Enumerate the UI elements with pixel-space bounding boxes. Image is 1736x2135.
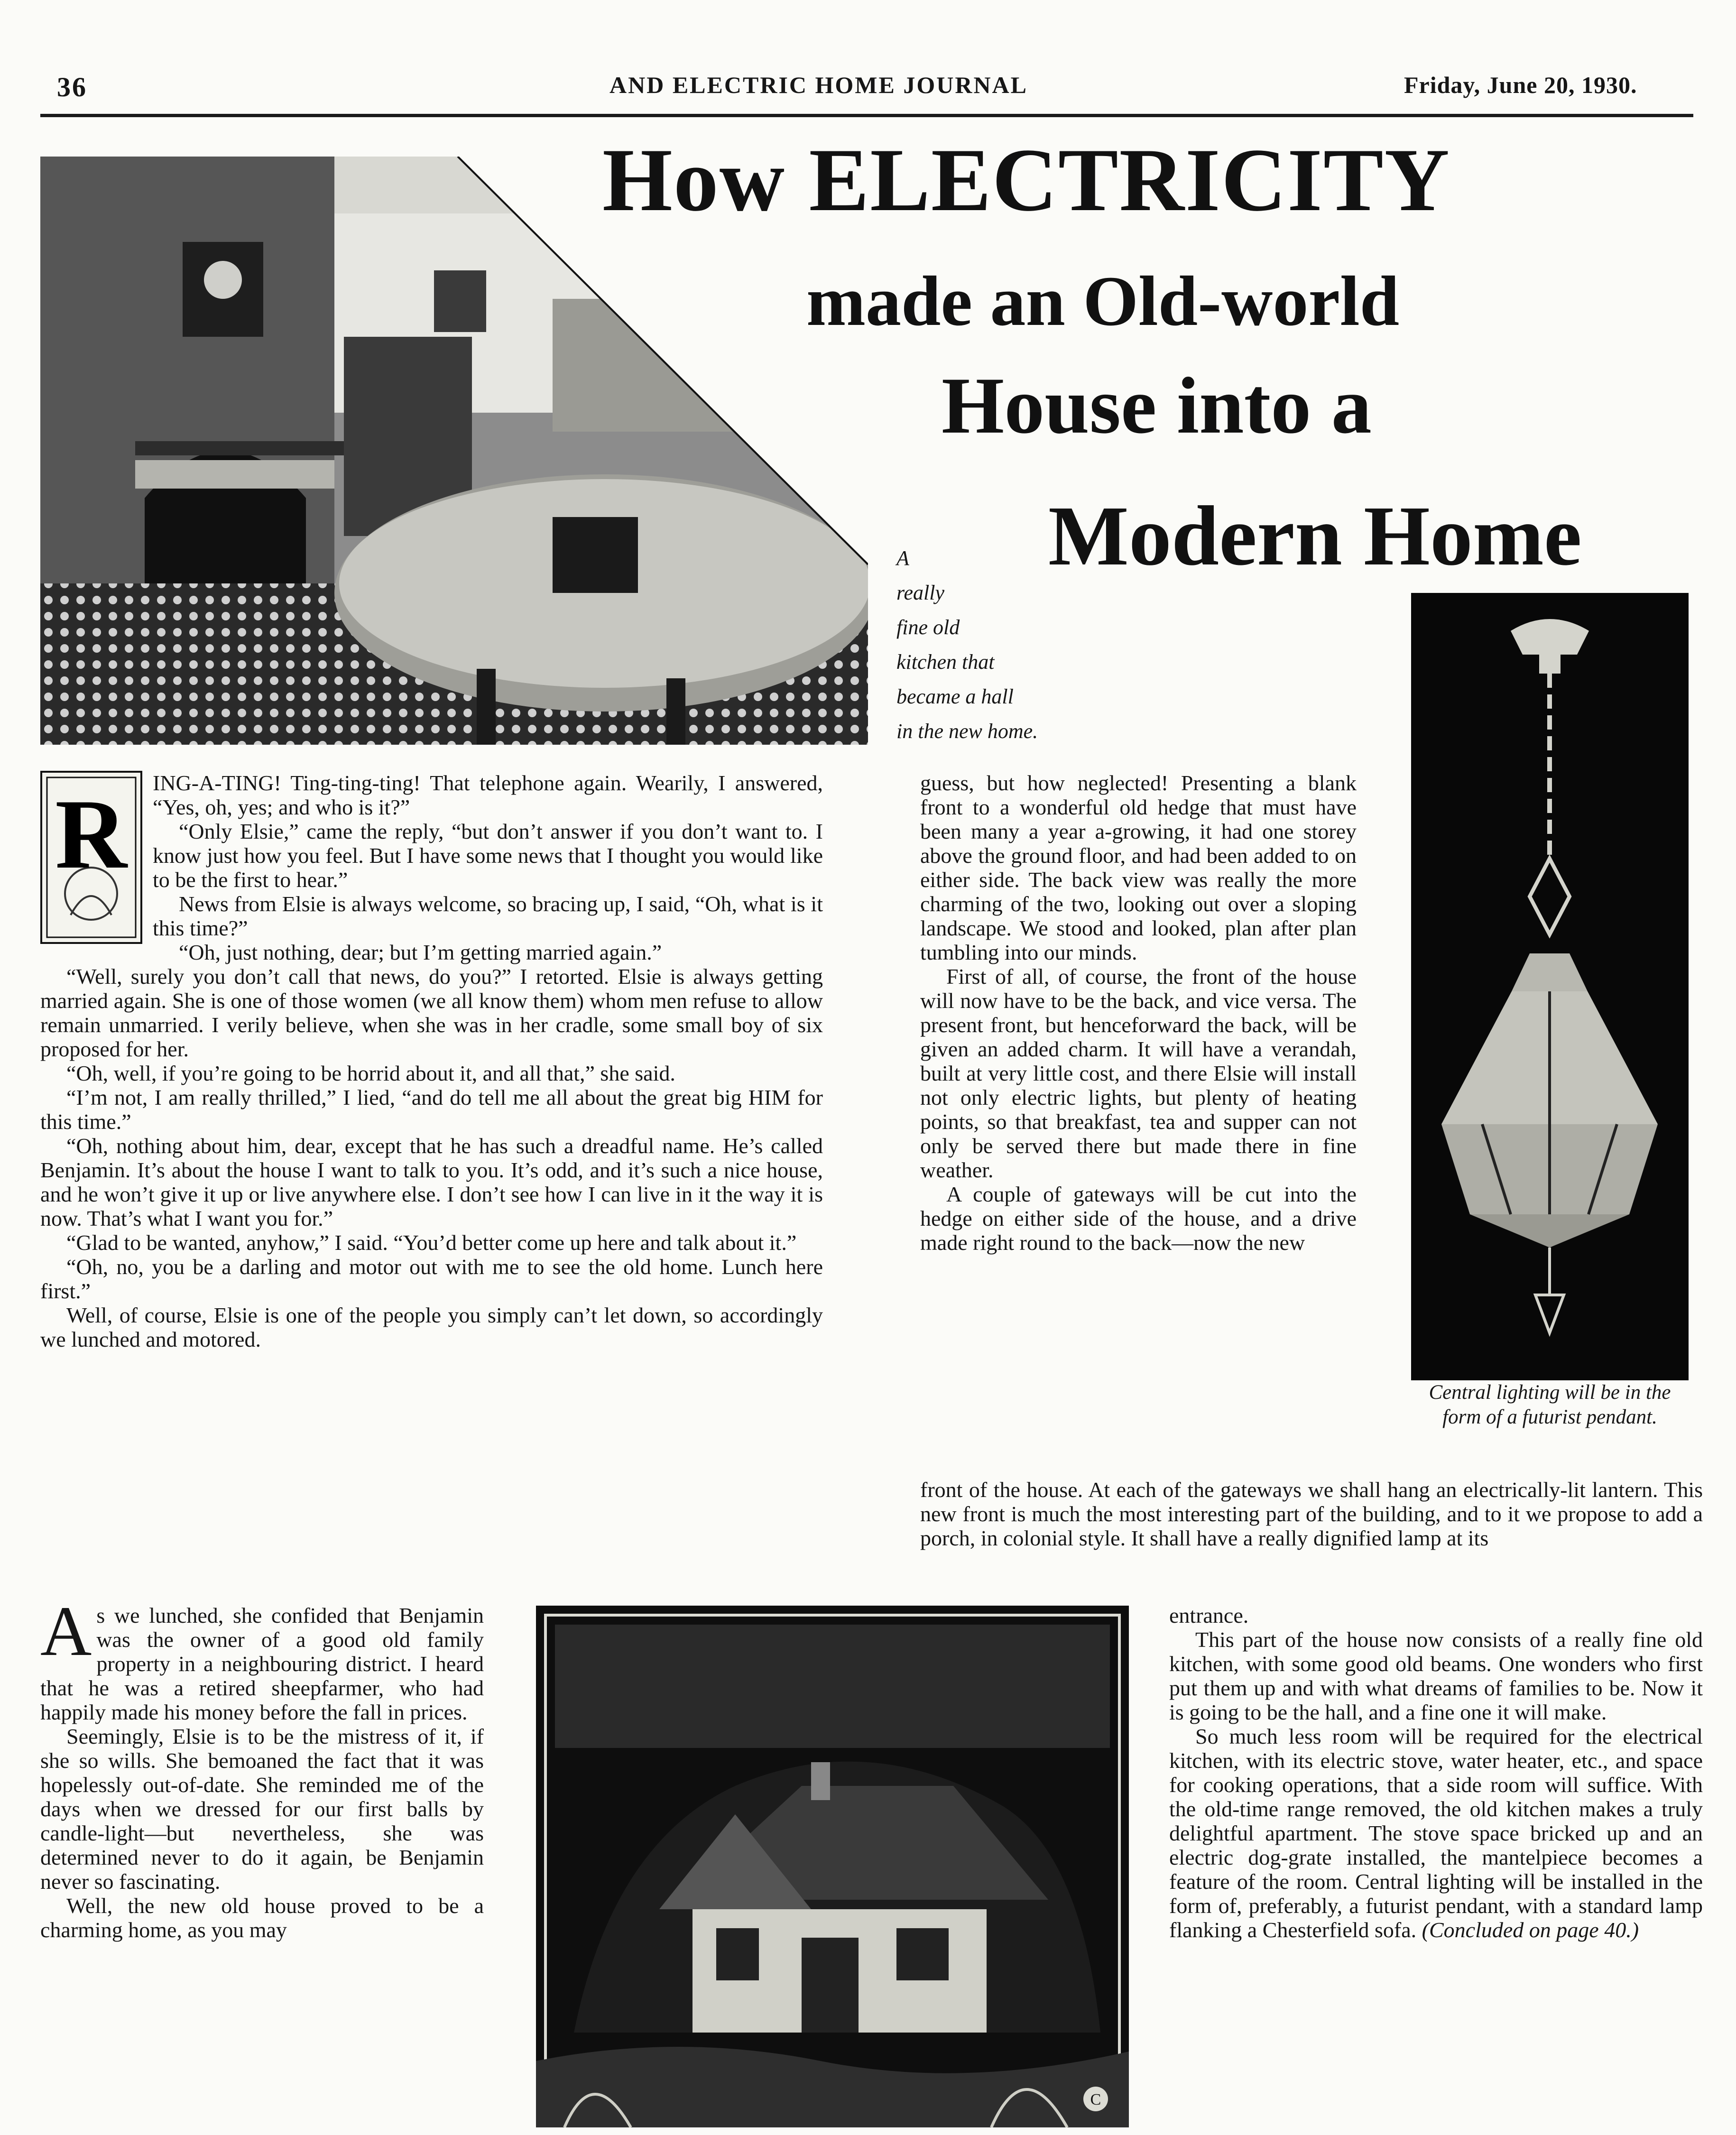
header-rule: [40, 114, 1693, 117]
paragraph: ING-A-TING! Ting-ting-ting! That telephone again. Wearily, I answered, “Yes, oh, yes; and who is it?”: [153, 771, 823, 819]
pendant-lamp-icon: [1411, 593, 1689, 1380]
artist-signature: C: [1090, 2091, 1101, 2108]
paragraph: “Well, surely you don’t call that news, do you?” I retorted. Elsie is always getting married again. She is one of those women (we all know them) whom men refuse to allow remain unmarried. I verily believe, when she was in her cradle, some small boy of six proposed for her.: [40, 964, 823, 1061]
paragraph: “I’m not, I am really thrilled,” I lied, “and do tell me all about the great big HIM for this time.”: [40, 1085, 823, 1134]
issue-date: Friday, June 20, 1930.: [1404, 72, 1637, 98]
headline-line-3: House into a: [942, 361, 1372, 450]
paragraph: “Only Elsie,” came the reply, “but don’t answer if you don’t want to. I know just how you feel. But I have some news that I thought you would like to be the first to hear.”: [153, 819, 823, 892]
paragraph: News from Elsie is always welcome, so bracing up, I said, “Oh, what is it this time?”: [153, 892, 823, 940]
initial-letter: A: [40, 1592, 92, 1671]
paragraph: Well, the new old house proved to be a charming home, as you may: [40, 1894, 484, 1942]
paragraph: “Glad to be wanted, anyhow,” I said. “You’d better come up here and talk about it.”: [66, 1230, 797, 1255]
paragraph: “Oh, nothing about him, dear, except that he has such a dreadful name. He’s called Benjamin. It’s about the house I want to talk to you. It’s odd, and it’s such a nice house, and he won’t give it up or live anywhere else. I don’t see how I can live in it the way it is now. That’s what I want you for.”: [40, 1134, 823, 1230]
page-number: 36: [57, 72, 87, 102]
continuation-note[interactable]: (Concluded on page 40.): [1422, 1918, 1639, 1942]
article-column-left: [40, 771, 823, 1351]
dropcap-ornament: [40, 771, 142, 944]
caption-line: became a hall: [896, 685, 1014, 708]
paragraph: Seemingly, Elsie is to be the mistress of it, if she so wills. She bemoaned the fact that it was hopelessly out-of-date. She reminded me of the days when we dressed for our first balls by candle-light—but nevertheless, she was determined never to do it again, be Benjamin never so fascinating.: [40, 1724, 484, 1894]
paragraph: entrance.: [1169, 1603, 1249, 1627]
article-column-bottom-left: [40, 1592, 484, 1942]
paragraph-text: s we lunched, she confided that Benjamin was the owner of a good old family property in a neighbouring district. I heard that he was a retired sheepfarmer, who had happily made his money before the fall in prices.: [40, 1603, 484, 1724]
dropcap-letter: R: [55, 779, 127, 889]
paragraph: Well, of course, Elsie is one of the people you simply can’t let down, so accordingly we lunched and motored.: [40, 1303, 823, 1351]
caption-line: in the new home.: [896, 720, 1038, 743]
lamp-caption: Central lighting will be in the form of a futurist pendant.: [1429, 1381, 1671, 1428]
article-column-middle: [920, 771, 1357, 1255]
paragraph: [40, 1592, 484, 1724]
paragraph: “Oh, just nothing, dear; but I’m getting married again.”: [179, 940, 662, 964]
article-column-bottom-right: [1169, 1603, 1703, 1942]
lamp-illustration: [1411, 593, 1689, 1380]
journal-name: AND ELECTRIC HOME JOURNAL: [609, 72, 1028, 98]
article-column-wide: [920, 1478, 1703, 1550]
headline-line-2: made an Old-world: [806, 262, 1400, 341]
paragraph: This part of the house now consists of a really fine old kitchen, with some good old beams. One wonders who first put them up and with what dreams of families to be. Now it is going to be the hall, and a fine one it will make.: [1169, 1627, 1703, 1724]
caption-line: fine old: [896, 616, 960, 639]
paragraph: “Oh, no, you be a darling and motor out with me to see the old home. Lunch here first.”: [40, 1255, 823, 1303]
caption-line: A: [896, 546, 909, 570]
paragraph: A couple of gateways will be cut into the hedge on either side of the house, and a drive made right round to the back—now the new: [920, 1182, 1357, 1255]
photo-caption: [896, 541, 1096, 749]
paragraph: front of the house. At each of the gateways we shall hang an electrically-lit lantern. This new front is much the most interesting part of the building, and to it we propose to add a porch, in colonial style. It shall have a really dignified lamp at its: [920, 1478, 1703, 1550]
paragraph: First of all, of course, the front of the house will now have to be the back, and vice versa. The present front, but henceforward the back, will be given an added charm. It will have a verandah, built at very little cost, and there Elsie will install not only electric lights, but plenty of heating points, so that breakfast, tea and supper can not only be served there but made there in fine weather.: [920, 964, 1357, 1182]
house-woodcut-illustration: [536, 1606, 1129, 2127]
headline-line-4: Modern Home: [1048, 489, 1582, 583]
paragraph-text: So much less room will be required for the electrical kitchen, with its electric stove, water heater, etc., and space for cooking operations, that a side room will suffice. With the old-time range removed, the old kitchen makes a truly delightful apartment. The stove space bricked up and an electric dog-grate installed, the mantelpiece becomes a feature of the room. Central lighting will be installed in the form of, preferably, a futurist pendant, with a standard lamp flanking a Chesterfield sofa.: [1169, 1724, 1703, 1942]
caption-line: really: [896, 581, 944, 604]
paragraph: “Oh, well, if you’re going to be horrid about it, and all that,” she said.: [66, 1061, 675, 1085]
kitchen-photo: [40, 157, 868, 745]
paragraph: guess, but how neglected! Presenting a blank front to a wonderful old hedge that must have been many a year a-growing, it had one storey above the ground floor, and had been added to on either side. The back view was really the more charming of the two, looking out over a sloping landscape. We stood and looked, plan after plan tumbling into our minds.: [920, 771, 1357, 964]
paragraph: [1169, 1724, 1703, 1942]
headline-line-1: How ELECTRICITY: [602, 130, 1450, 230]
caption-line: kitchen that: [896, 650, 995, 674]
